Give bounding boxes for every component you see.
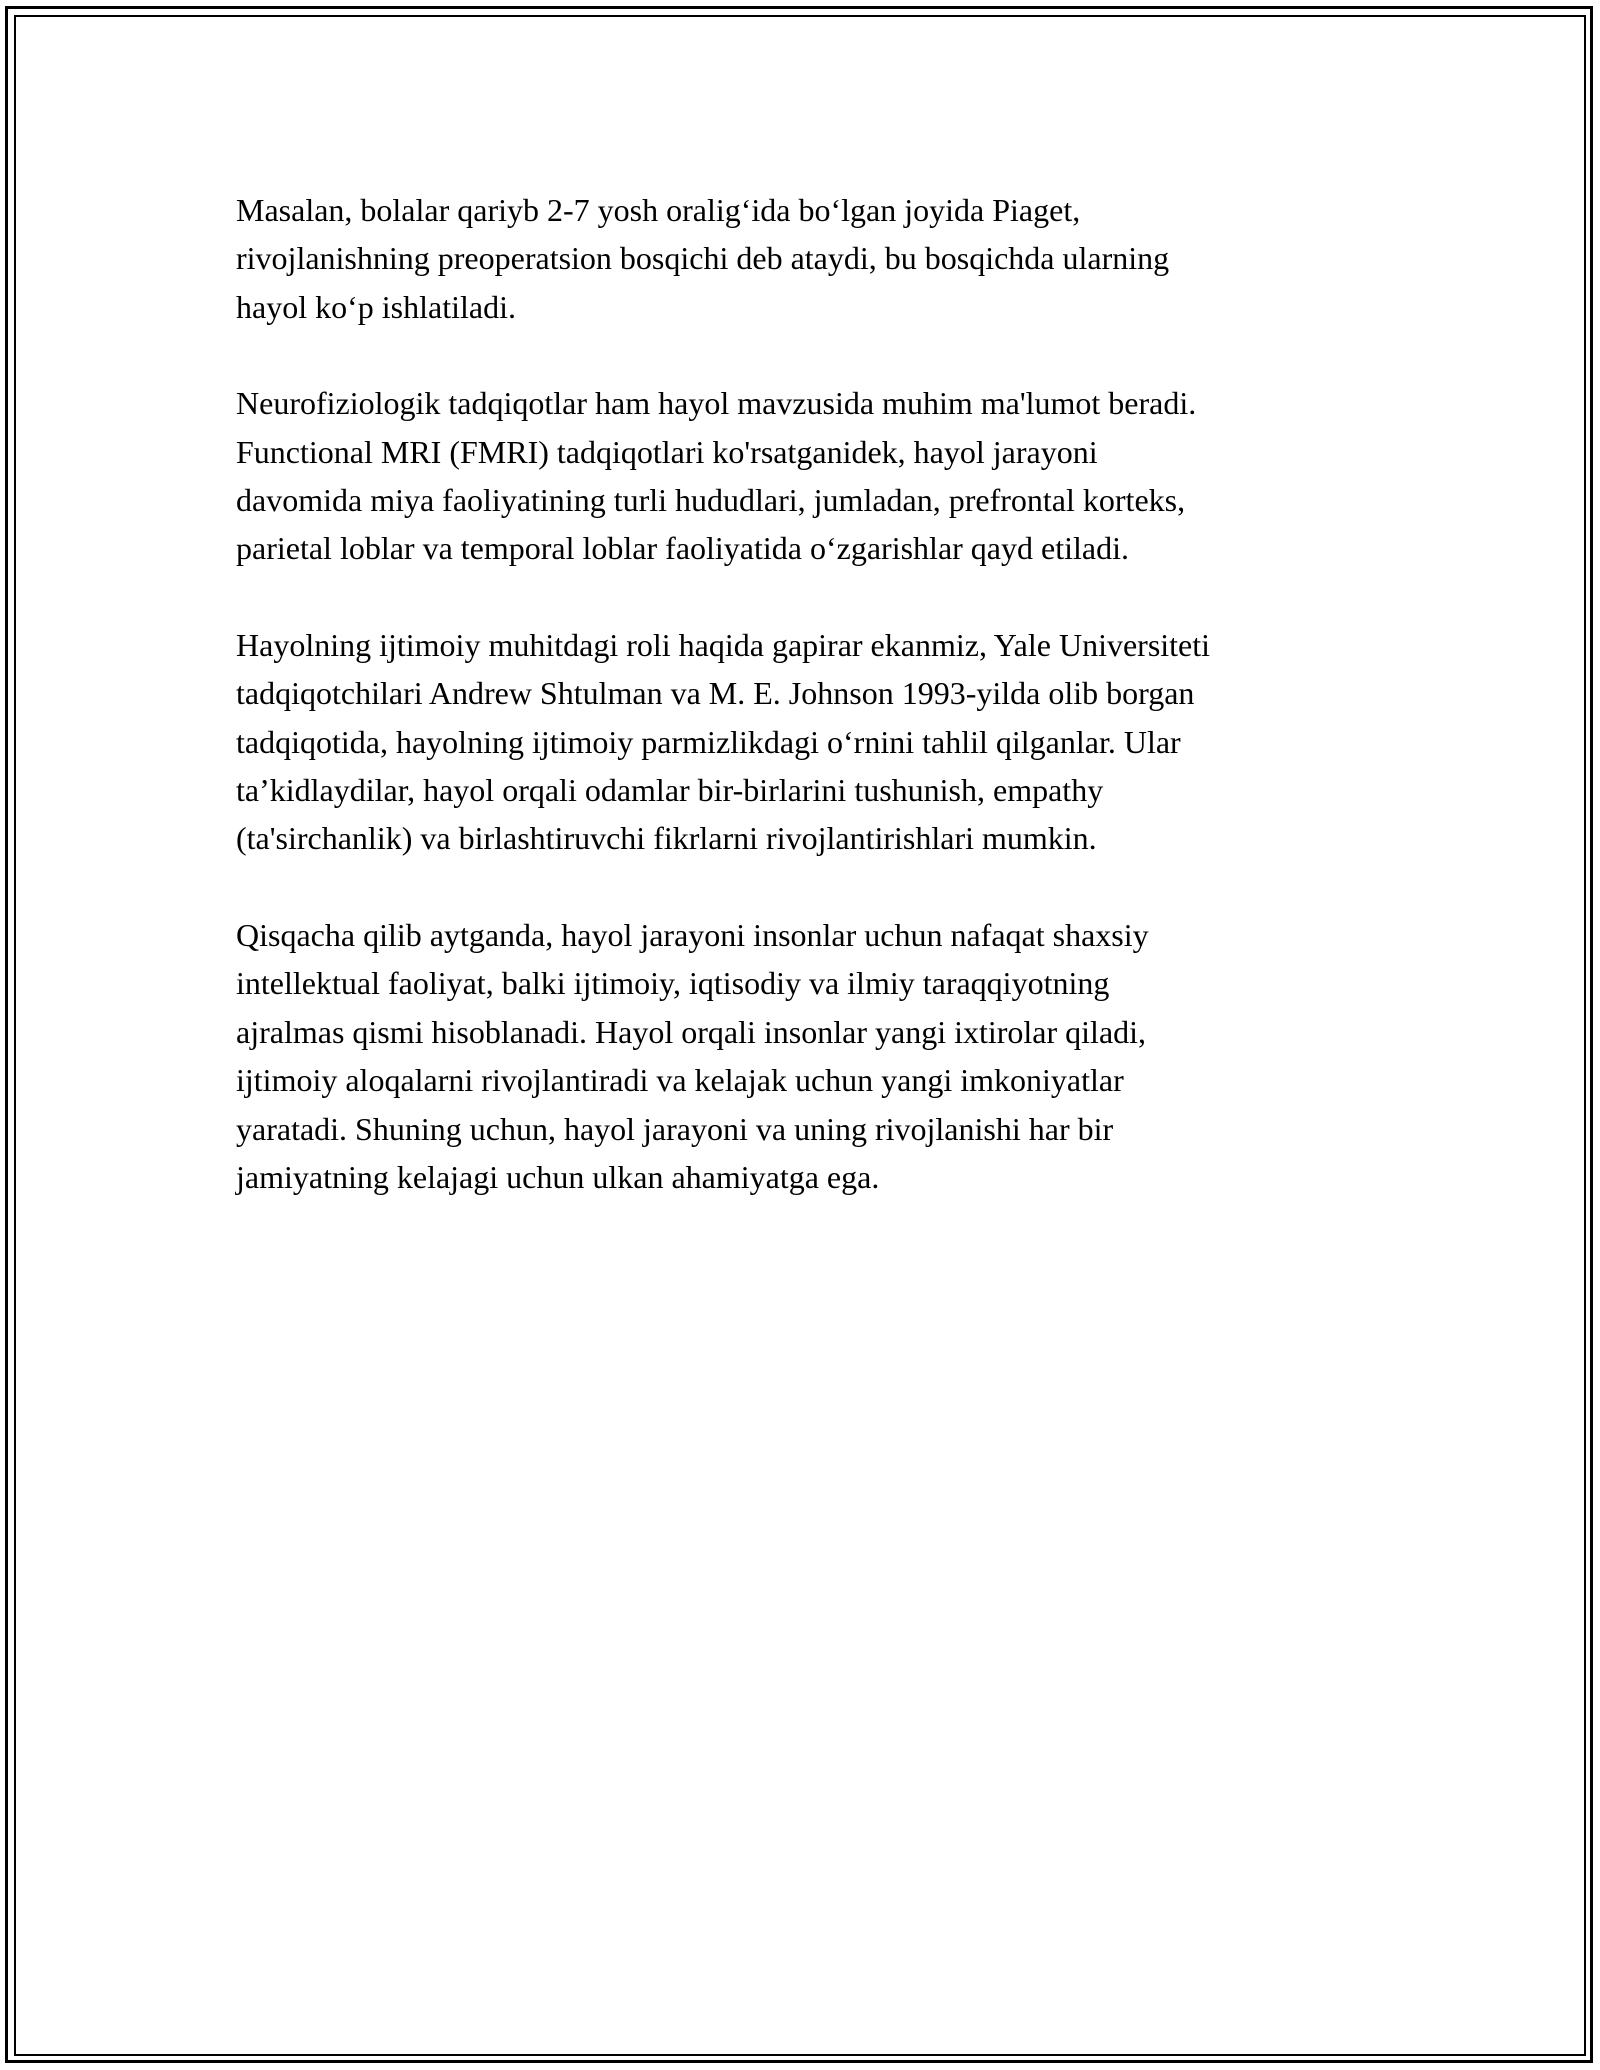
text-line: ijtimoiy aloqalarni rivojlantiradi va kelajak uchun yangi imkoniyatlar <box>236 1062 1124 1099</box>
text-line: rivojlanishning preoperatsion bosqichi deb ataydi, bu bosqichda ularning <box>236 240 1170 277</box>
text-line: (ta'sirchanlik) va birlashtiruvchi fikrlarni rivojlantirishlari mumkin. <box>236 820 1097 857</box>
paragraph-piaget <box>236 186 1366 331</box>
text-line: tadqiqotchilari Andrew Shtulman va M. E. Johnson 1993-yilda olib borgan <box>236 675 1195 712</box>
text-line: intellektual faoliyat, balki ijtimoiy, iqtisodiy va ilmiy taraqqiyotning <box>236 965 1110 1002</box>
text-line: yaratadi. Shuning uchun, hayol jarayoni va uning rivojlanishi har bir <box>236 1110 1114 1147</box>
paragraph-social-role <box>236 621 1366 863</box>
paragraph-neurophysiology <box>236 379 1366 573</box>
text-line: Hayolning ijtimoiy muhitdagi roli haqida gapirar ekanmiz, Yale Universiteti <box>236 626 1211 663</box>
text-line: parietal loblar va temporal loblar faoliyatida o‘zgarishlar qayd etiladi. <box>236 530 1129 567</box>
text-line: jamiyatning kelajagi uchun ulkan ahamiyatga ega. <box>236 1158 880 1195</box>
text-line: davomida miya faoliyatining turli hududlari, jumladan, prefrontal korteks, <box>236 482 1186 519</box>
text-line: Functional MRI (FMRI) tadqiqotlari ko'rsatganidek, hayol jarayoni <box>236 433 1098 470</box>
text-line: ta’kidlaydilar, hayol orqali odamlar bir-birlarini tushunish, empathy <box>236 772 1104 809</box>
text-line: Qisqacha qilib aytganda, hayol jarayoni insonlar uchun nafaqat shaxsiy <box>236 916 1149 953</box>
text-line: Masalan, bolalar qariyb 2-7 yosh oralig‘ida bo‘lgan joyida Piaget, <box>236 192 1081 228</box>
text-line: ajralmas qismi hisoblanadi. Hayol orqali insonlar yangi ixtirolar qiladi, <box>236 1013 1147 1050</box>
text-line: Neurofiziologik tadqiqotlar ham hayol mavzusida muhim ma'lumot beradi. <box>236 385 1197 422</box>
text-line: tadqiqotida, hayolning ijtimoiy parmizlikdagi o‘rnini tahlil qilganlar. Ular <box>236 723 1181 760</box>
text-line: hayol ko‘p ishlatiladi. <box>236 288 516 325</box>
paragraph-conclusion <box>236 911 1366 1201</box>
document-body <box>236 186 1366 1249</box>
